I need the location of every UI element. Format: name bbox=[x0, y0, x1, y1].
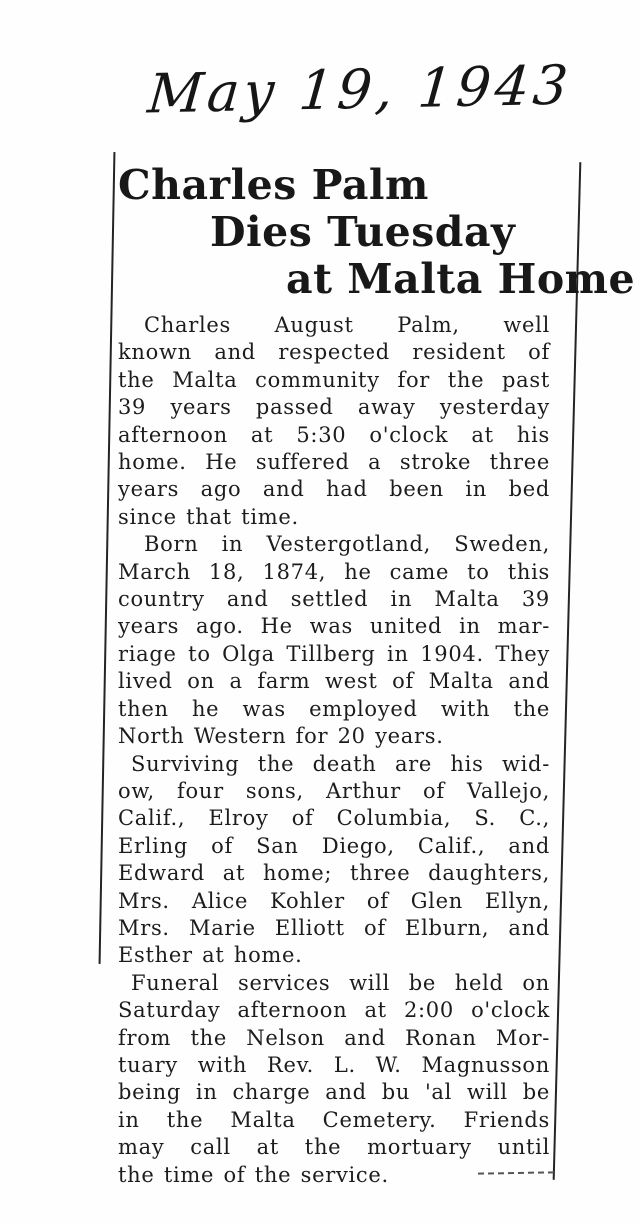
paragraph bbox=[118, 531, 550, 750]
headline-line-3: at Malta Home bbox=[286, 255, 636, 303]
body-line: then he was employed with the bbox=[118, 696, 550, 721]
body-line: from the Nelson and Ronan Mor- bbox=[118, 1025, 550, 1050]
headline bbox=[118, 161, 636, 303]
body-line: 39 years passed away yesterday bbox=[118, 395, 550, 420]
body-line: Surviving the death are his wid- bbox=[131, 751, 550, 776]
body-line: Charles August Palm, well bbox=[144, 313, 550, 337]
body-line: North Western for 20 years. bbox=[118, 724, 444, 749]
body-line: years ago and had been in bed bbox=[118, 477, 550, 502]
body-line: riage to Olga Tillberg in 1904. They bbox=[118, 641, 550, 666]
body-line: may call at the mortuary until bbox=[118, 1135, 550, 1160]
body-line: Born in Vestergotland, Sweden, bbox=[144, 532, 550, 557]
body-line: Calif., Elroy of Columbia, S. C., bbox=[118, 806, 550, 831]
body-line: in the Malta Cemetery. Friends bbox=[118, 1107, 550, 1132]
body-line: known and respected resident of bbox=[118, 340, 550, 365]
body-line: being in charge and bu 'al will be bbox=[118, 1080, 550, 1105]
body-line: Mrs. Marie Elliott of Elburn, and bbox=[118, 915, 550, 940]
body-line: tuary with Rev. L. W. Magnusson bbox=[118, 1052, 550, 1077]
body-line: Edward at home; three daughters, bbox=[118, 861, 550, 886]
body-line: Funeral services will be held on bbox=[131, 970, 550, 995]
handwritten-date: May 19, 1943 bbox=[145, 53, 575, 126]
body-line: Saturday afternoon at 2:00 o'clock bbox=[118, 998, 550, 1023]
body-line: Mrs. Alice Kohler of Glen Ellyn, bbox=[118, 888, 550, 913]
body-line: home. He suffered a stroke three bbox=[118, 450, 550, 475]
body-line: Erling of San Diego, Calif., and bbox=[118, 833, 550, 858]
newspaper-clipping bbox=[118, 161, 636, 1189]
clipping-left-edge-rule bbox=[99, 152, 116, 964]
paragraph bbox=[118, 312, 550, 531]
body-line: lived on a farm west of Malta and bbox=[118, 669, 550, 694]
paragraph bbox=[118, 970, 550, 1189]
headline-line-1: Charles Palm bbox=[118, 161, 429, 209]
paragraph bbox=[118, 751, 550, 970]
article-body bbox=[118, 312, 550, 1189]
body-line: Esther at home. bbox=[118, 943, 303, 968]
body-line: country and settled in Malta 39 bbox=[118, 587, 550, 612]
body-line: March 18, 1874, he came to this bbox=[118, 559, 550, 584]
body-line: the Malta community for the past bbox=[118, 367, 550, 392]
headline-line-2: Dies Tuesday bbox=[210, 208, 516, 256]
body-line: ow, four sons, Arthur of Vallejo, bbox=[118, 778, 550, 803]
body-line: since that time. bbox=[118, 504, 299, 529]
body-line: afternoon at 5:30 o'clock at his bbox=[118, 422, 550, 447]
body-line: years ago. He was united in mar- bbox=[118, 614, 550, 639]
body-line: the time of the service. bbox=[118, 1162, 389, 1187]
clipping-right-edge-rule bbox=[553, 162, 582, 1180]
